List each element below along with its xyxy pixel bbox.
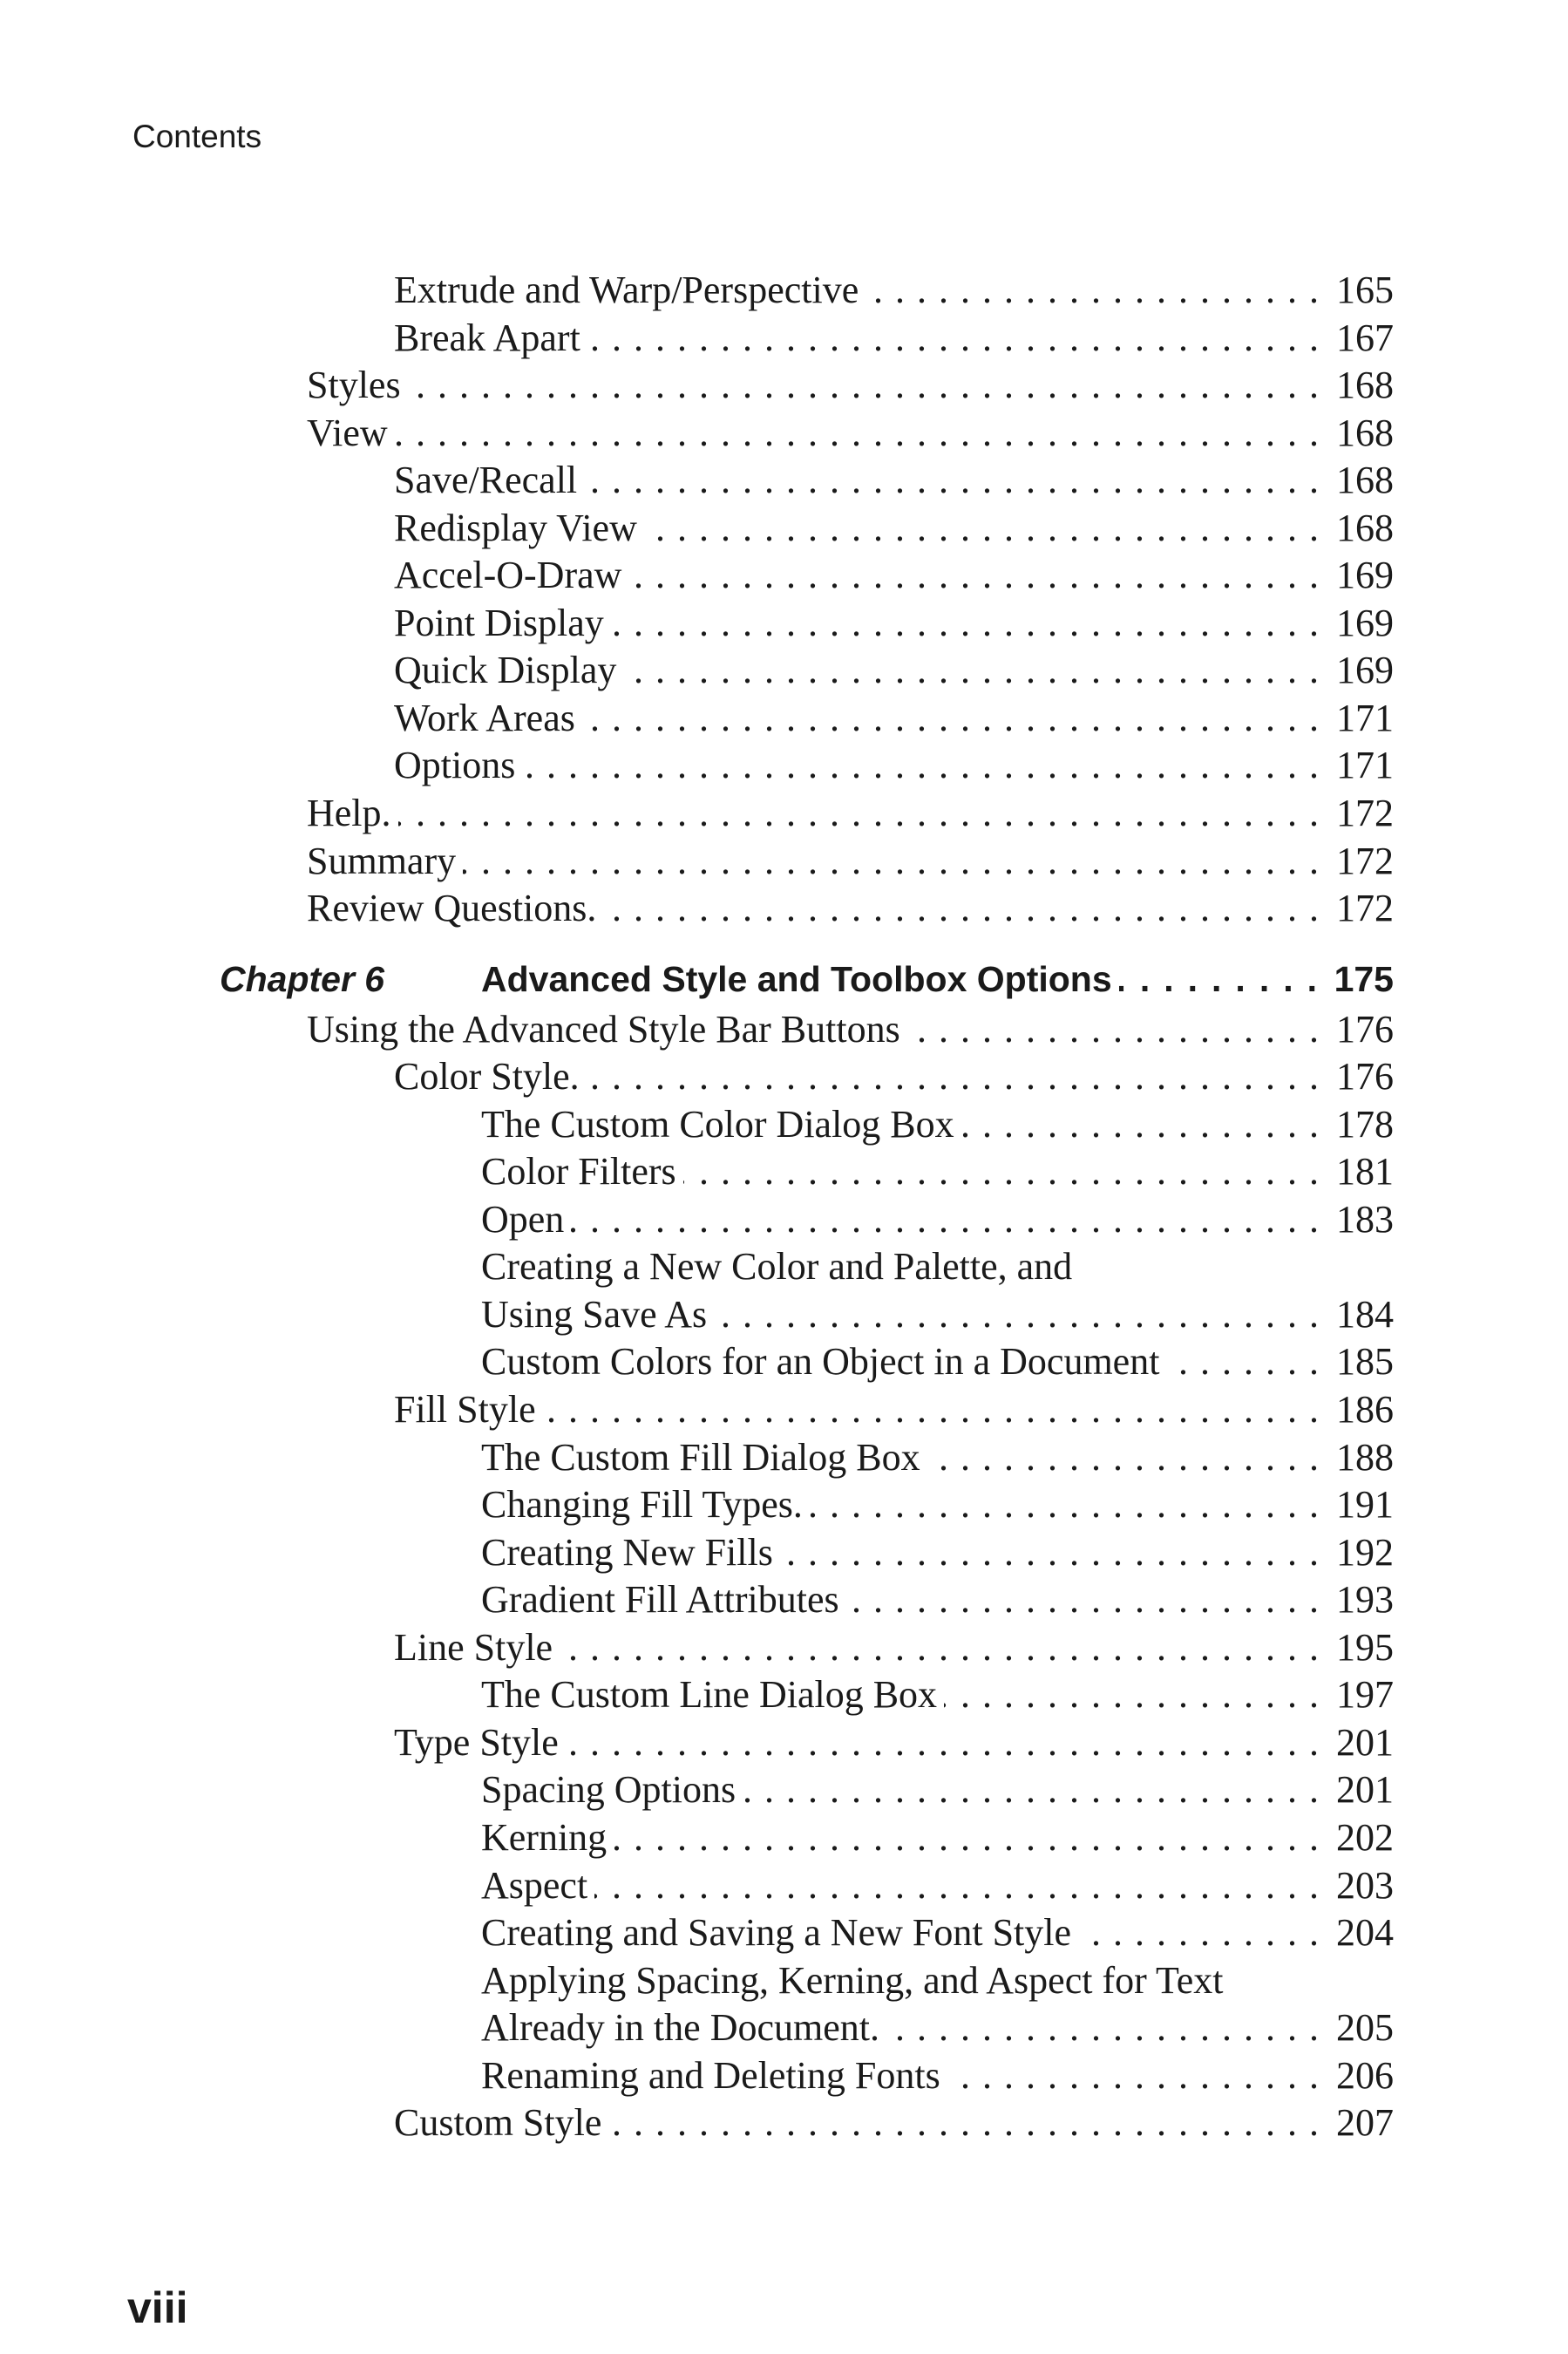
toc-entry xyxy=(0,742,1568,790)
toc-entry xyxy=(0,362,1568,410)
toc-entry-line xyxy=(481,1814,1394,1862)
toc-entry-title: Gradient Fill Attributes xyxy=(481,1578,839,1622)
toc-entry-line xyxy=(307,790,1394,838)
toc-entry xyxy=(0,2052,1568,2100)
toc-entry-title: Creating a New Color and Palette, and xyxy=(481,1245,1073,1289)
toc-entry xyxy=(0,1243,1568,1291)
toc-entry xyxy=(0,1814,1568,1862)
toc-entry-title: Fill Style xyxy=(394,1388,536,1432)
toc-entry-page-number: 207 xyxy=(1336,2101,1394,2145)
toc-entry-title: Point Display xyxy=(394,601,604,644)
toc-entry-page-number: 169 xyxy=(1336,601,1394,644)
toc-entry-page-number: 201 xyxy=(1336,1768,1394,1812)
dot-leader xyxy=(683,1148,1331,1196)
toc-entry-title: Kerning xyxy=(481,1815,608,1859)
toc-entry-page-number: 184 xyxy=(1336,1292,1394,1336)
toc-entry-title: Applying Spacing, Kerning, and Aspect for Text xyxy=(481,1958,1224,2002)
toc-entry-line xyxy=(307,1006,1394,1054)
toc-entry-line xyxy=(481,1957,1394,2005)
dot-leader xyxy=(560,1624,1331,1672)
toc-entry-page-number: 203 xyxy=(1336,1863,1394,1907)
toc-entry-title: Break Apart xyxy=(394,316,580,359)
toc-entry-line xyxy=(481,1671,1394,1719)
toc-entry-line xyxy=(394,600,1394,648)
dot-leader xyxy=(584,457,1331,505)
toc-entry-page-number: 183 xyxy=(1336,1197,1394,1241)
toc-entry-page-number: 172 xyxy=(1336,792,1394,835)
dot-leader xyxy=(571,1196,1331,1244)
toc-entry-title: Extrude and Warp/Perspective xyxy=(394,269,859,311)
running-head: Contents xyxy=(132,119,262,154)
toc-entry-line xyxy=(394,695,1394,743)
toc-entry-title: Options xyxy=(394,744,516,787)
toc-entry-page-number: 172 xyxy=(1336,839,1394,882)
toc-entry xyxy=(0,1766,1568,1814)
toc-entry-line xyxy=(481,1862,1394,1910)
toc-entry-line xyxy=(307,885,1394,933)
toc-entry xyxy=(0,647,1568,695)
dot-leader xyxy=(780,1529,1331,1577)
dot-leader xyxy=(886,2004,1331,2052)
toc-entry-title: The Custom Color Dialog Box xyxy=(481,1102,954,1146)
toc-entry-page-number: 204 xyxy=(1336,1911,1394,1955)
toc-entry-title: The Custom Fill Dialog Box xyxy=(481,1435,920,1479)
toc-entry-line xyxy=(481,1148,1394,1196)
dot-leader xyxy=(395,410,1331,458)
toc-entry xyxy=(0,1196,1568,1244)
toc-entry-line xyxy=(481,1291,1394,1339)
chapter-heading xyxy=(0,952,1568,1006)
toc-entry xyxy=(0,2099,1568,2147)
toc-entry-page-number: 168 xyxy=(1336,506,1394,549)
toc-entry xyxy=(0,1624,1568,1672)
toc-entry-page-number: 188 xyxy=(1336,1435,1394,1479)
toc-entry-title: Type Style xyxy=(394,1720,559,1764)
toc-entry xyxy=(0,1006,1568,1054)
toc-entry-title: Creating New Fills xyxy=(481,1530,773,1574)
toc-entry-title: Changing Fill Types. xyxy=(481,1483,803,1527)
toc-entry-line xyxy=(481,1338,1394,1386)
toc-entry xyxy=(0,1529,1568,1577)
toc-entry-title: Aspect xyxy=(481,1863,588,1907)
toc-entry-title: The Custom Line Dialog Box xyxy=(481,1673,938,1717)
toc-entry xyxy=(0,600,1568,648)
toc-entry-page-number: 206 xyxy=(1336,2053,1394,2097)
chapter-entry xyxy=(481,952,1394,1006)
toc-entry-line xyxy=(394,267,1394,315)
toc-entry-page-number: 171 xyxy=(1336,696,1394,739)
dot-leader xyxy=(628,552,1331,600)
toc-entry-page-number: 168 xyxy=(1336,459,1394,502)
toc-entry xyxy=(0,1719,1568,1767)
dot-leader xyxy=(587,315,1331,363)
toc-entry-page-number: 192 xyxy=(1336,1530,1394,1574)
dot-leader xyxy=(587,1053,1331,1101)
toc-entry xyxy=(0,1481,1568,1529)
toc-entry-page-number: 201 xyxy=(1336,1720,1394,1764)
toc-entry-title: Custom Colors for an Object in a Document xyxy=(481,1340,1160,1384)
toc-entry xyxy=(0,410,1568,458)
page-folio: viii xyxy=(127,2283,188,2332)
toc-entry xyxy=(0,1909,1568,1957)
dot-leader xyxy=(614,1814,1331,1862)
toc-entry-title: Summary xyxy=(307,839,457,882)
toc-entry-line xyxy=(394,1053,1394,1101)
toc-entry-page-number: 165 xyxy=(1336,269,1394,311)
toc-entry-line xyxy=(394,457,1394,505)
toc-entry xyxy=(0,1576,1568,1624)
toc-entry xyxy=(0,267,1568,315)
toc-entry-title: Open xyxy=(481,1197,565,1241)
toc-entry-line xyxy=(394,505,1394,553)
toc-entry-title: Accel-O-Draw xyxy=(394,554,622,597)
toc-entry-page-number: 168 xyxy=(1336,411,1394,454)
toc-entry-page-number: 178 xyxy=(1336,1102,1394,1146)
toc-entry-page-number: 202 xyxy=(1336,1815,1394,1859)
toc-entry-line xyxy=(481,1766,1394,1814)
toc-entry-line xyxy=(481,1529,1394,1577)
toc-entry xyxy=(0,505,1568,553)
toc-entry-title: Color Filters xyxy=(481,1150,676,1194)
toc-entry-title: Color Style. xyxy=(394,1055,580,1099)
toc-entry-line xyxy=(481,1434,1394,1482)
toc-entry xyxy=(0,790,1568,838)
toc-entry-line xyxy=(307,838,1394,886)
dot-leader xyxy=(582,695,1331,743)
toc-entry-page-number: 186 xyxy=(1336,1388,1394,1432)
dot-leader xyxy=(611,600,1331,648)
toc-entry-page-number: 195 xyxy=(1336,1625,1394,1669)
toc-entry-page-number: 191 xyxy=(1336,1483,1394,1527)
dot-leader xyxy=(603,885,1331,933)
toc-entry-page-number: 169 xyxy=(1336,649,1394,692)
dot-leader xyxy=(1166,1338,1331,1386)
toc-entry-line xyxy=(481,1243,1394,1291)
dot-leader xyxy=(810,1481,1331,1529)
dot-leader xyxy=(846,1576,1331,1624)
toc-entry-page-number: 176 xyxy=(1336,1055,1394,1099)
toc-entry xyxy=(0,1434,1568,1482)
dot-leader xyxy=(522,742,1331,790)
toc-entry-line xyxy=(394,1719,1394,1767)
toc-entry-title: Save/Recall xyxy=(394,459,578,502)
dot-leader xyxy=(927,1434,1331,1482)
toc-entry-title: Redisplay View xyxy=(394,506,637,549)
toc-entry-title: Using the Advanced Style Bar Buttons xyxy=(307,1007,900,1051)
toc-entry xyxy=(0,695,1568,743)
toc-entries-after xyxy=(0,1006,1568,2147)
toc-entries-before xyxy=(0,267,1568,933)
toc-entry-line xyxy=(481,1576,1394,1624)
toc-entry xyxy=(0,885,1568,933)
toc-entry xyxy=(0,1053,1568,1101)
toc-entry-page-number: 205 xyxy=(1336,2006,1394,2050)
toc-entry-page-number: 193 xyxy=(1336,1578,1394,1622)
dot-leader xyxy=(961,1101,1331,1149)
toc-entry-title: Help. xyxy=(307,792,391,835)
toc-entry xyxy=(0,315,1568,363)
dot-leader xyxy=(398,790,1331,838)
toc-entry-title: Creating and Saving a New Font Style xyxy=(481,1911,1072,1955)
toc-entry-line xyxy=(394,552,1394,600)
dot-leader xyxy=(865,267,1331,315)
toc-entry-title: Renaming and Deleting Fonts xyxy=(481,2053,940,2097)
toc-entry-title: Custom Style xyxy=(394,2101,602,2145)
toc-entry xyxy=(0,1862,1568,1910)
toc-entry-title: Line Style xyxy=(394,1625,553,1669)
dot-leader xyxy=(543,1386,1331,1434)
toc-entry xyxy=(0,1671,1568,1719)
toc-entry-title: Spacing Options xyxy=(481,1768,736,1812)
toc-entry-line xyxy=(481,1196,1394,1244)
dot-leader xyxy=(1119,952,1331,1006)
toc-entry-page-number: 181 xyxy=(1336,1150,1394,1194)
toc-entry xyxy=(0,1101,1568,1149)
toc-entry xyxy=(0,457,1568,505)
toc-entry-page-number: 197 xyxy=(1336,1673,1394,1717)
dot-leader xyxy=(408,362,1331,410)
dot-leader xyxy=(608,2099,1331,2147)
toc-entry-title: Already in the Document. xyxy=(481,2006,879,2050)
toc-entry-page-number: 171 xyxy=(1336,744,1394,787)
toc-entry-page-number: 168 xyxy=(1336,364,1394,407)
toc-entry xyxy=(0,838,1568,886)
dot-leader xyxy=(463,838,1331,886)
toc-entry-title: Styles xyxy=(307,364,401,407)
dot-leader xyxy=(947,2052,1331,2100)
toc-entry xyxy=(0,2004,1568,2052)
toc-entry-line xyxy=(394,2099,1394,2147)
toc-entry-line xyxy=(394,1624,1394,1672)
toc-entry-line xyxy=(481,1481,1394,1529)
toc-entry xyxy=(0,1957,1568,2005)
toc-entry-title: Work Areas xyxy=(394,696,575,739)
dot-leader xyxy=(644,505,1331,553)
toc-entry-title: Quick Display xyxy=(394,649,617,692)
toc-entry-title: View xyxy=(307,411,388,454)
toc-entry xyxy=(0,1148,1568,1196)
toc-entry-title: Using Save As xyxy=(481,1292,708,1336)
chapter-page-number: 175 xyxy=(1334,958,1394,999)
toc-entry-line xyxy=(481,2052,1394,2100)
toc-entry-page-number: 172 xyxy=(1336,887,1394,930)
dot-leader xyxy=(714,1291,1331,1339)
toc-entry-page-number: 185 xyxy=(1336,1340,1394,1384)
table-of-contents xyxy=(0,267,1568,2147)
toc-entry-line xyxy=(307,362,1394,410)
dot-leader xyxy=(566,1719,1331,1767)
toc-entry-page-number: 169 xyxy=(1336,554,1394,597)
toc-entry-line xyxy=(394,315,1394,363)
toc-entry-line xyxy=(394,647,1394,695)
toc-entry-line xyxy=(481,1101,1394,1149)
toc-entry-page-number: 167 xyxy=(1336,316,1394,359)
dot-leader xyxy=(623,647,1331,695)
chapter-label: Chapter 6 xyxy=(220,958,385,999)
toc-entry-line xyxy=(394,742,1394,790)
dot-leader xyxy=(1078,1909,1331,1957)
dot-leader xyxy=(944,1671,1331,1719)
toc-entry-line xyxy=(307,410,1394,458)
toc-entry-line xyxy=(481,2004,1394,2052)
dot-leader xyxy=(907,1006,1331,1054)
toc-entry xyxy=(0,1291,1568,1339)
toc-entry-line xyxy=(394,1386,1394,1434)
dot-leader xyxy=(594,1862,1331,1910)
toc-entry xyxy=(0,552,1568,600)
dot-leader xyxy=(743,1766,1331,1814)
toc-entry-line xyxy=(481,1909,1394,1957)
toc-entry xyxy=(0,1338,1568,1386)
chapter-title: Advanced Style and Toolbox Options xyxy=(481,958,1112,999)
toc-entry-title: Review Questions. xyxy=(307,887,597,930)
toc-entry-page-number: 176 xyxy=(1336,1007,1394,1051)
toc-entry xyxy=(0,1386,1568,1434)
